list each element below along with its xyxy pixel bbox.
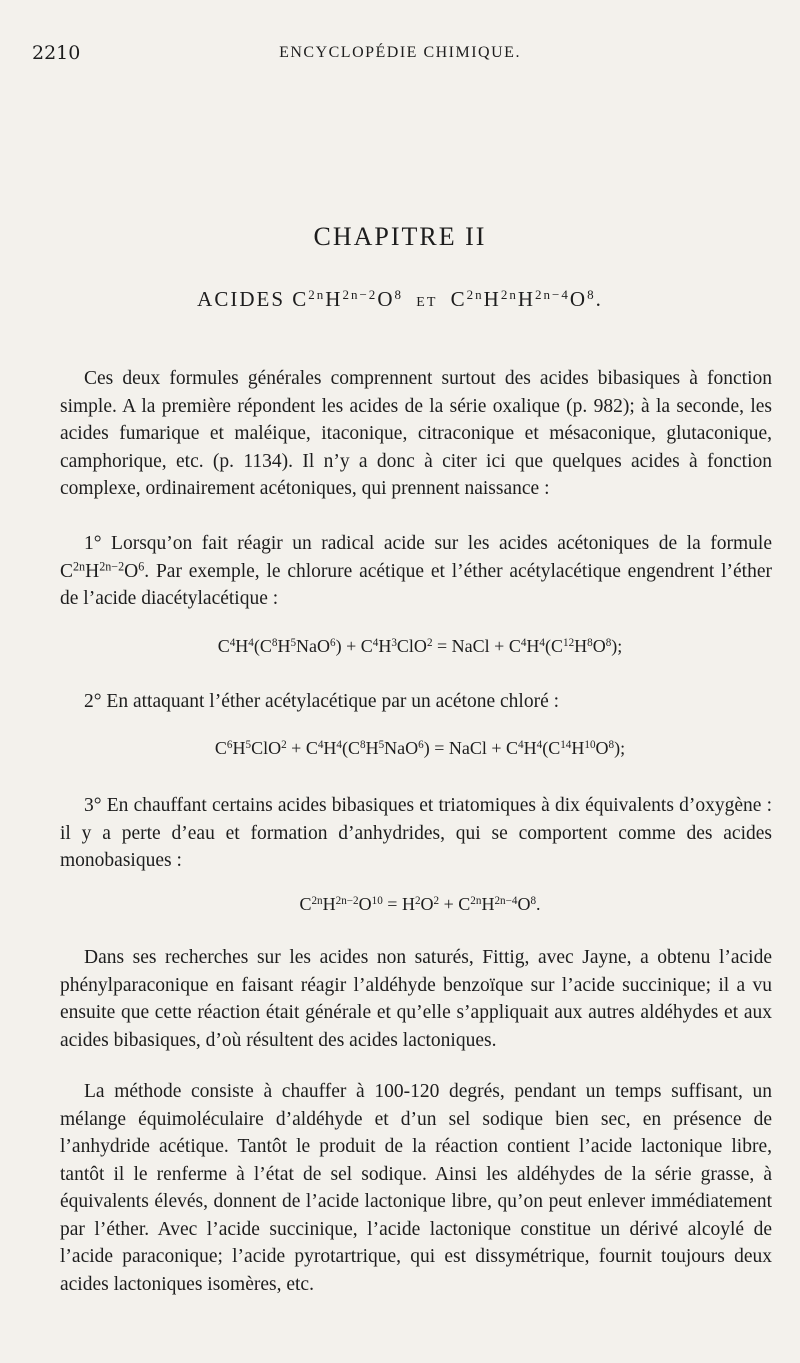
paragraph-3 — [60, 688, 772, 716]
section-title-word: ACIDES — [197, 287, 285, 311]
page-header — [24, 42, 776, 72]
paragraph-6 — [60, 1078, 772, 1298]
paragraph-1-text: Ces deux formules générales comprennent surtout des acides bibasiques à fonction simple. A la première répondent les acides de la série oxalique (p. 982); à la seconde, les acides fumarique et maléique, itaconique, citraconique et mésaconique, glutaconique, camphorique, etc. (p. 1134). Il n’y a donc à citer ici que quelques acides à fonction complexe, ordinairement acétoniques, qui prennent naissance : — [60, 368, 772, 499]
paragraph-4-text: 3° En chauffant certains acides bibasiques et triatomiques à dix équivalents d’oxygène : il y a perte d’eau et formation d’anhydrides, qui se comportent comme des acides monobasiques : — [60, 795, 772, 871]
paragraph-1 — [60, 365, 772, 503]
paragraph-2-text-a: 1° Lorsqu’on fait réagir un radical acide sur les acides acétoniques de la formule — [84, 533, 772, 554]
paragraph-4 — [60, 792, 772, 875]
paragraph-2-text-b: . Par exemple, le chlorure acétique et l’éther acétylacétique engendrent l’éther de l’acide diacétylacétique : — [60, 560, 772, 609]
equation-1: $C^4H^4(C^8H^5NaO^6) + C^4H^3ClO^2$ = NaCl + $C^4H^4(C^{12}H^8O^8)$; — [217, 636, 623, 656]
equation-3: $C^{2n}H^{2n-2}O^{10} = H^2O^2 + C^{2n}H^{2n-4}O^8$. — [299, 894, 541, 914]
paragraph-5-text: Dans ses recherches sur les acides non saturés, Fittig, avec Jayne, a obtenu l’acide phénylparaconique en faisant réagir l’aldéhyde benzoïque sur l’acide succinique; il a vu ensuite que cette réaction était générale et qu’elle s’appliquait aux autres aldéhydes et aux acides bibasiques, d’où résultent des acides lactoniques. — [60, 947, 772, 1051]
paragraph-6-text: La méthode consiste à chauffer à 100-120 degrés, pendant un temps suffisant, un mélange équimoléculaire d’aldéhyde et d’un sel sodique bien sec, en présence de l’anhydride acétique. Tantôt le produit de la réaction contient l’acide lactonique libre, tantôt il le renferme à l’état de sel sodique. Ainsi les aldéhydes de la série grasse, à équivalents élevés, donnent de l’acide lactonique libre, qu’on peut enlever immédiatement par l’éther. Avec l’acide succinique, l’acide lactonique constitue un dérivé alcoylé de l’acide paraconique; l’acide pyrotartrique, qui est dissymétrique, fournit toujours deux acides lactoniques isomères, etc. — [60, 1081, 772, 1295]
paragraph-3-text: 2° En attaquant l’éther acétylacétique par un acétone chloré : — [84, 691, 560, 712]
chapter-title: CHAPITRE II — [313, 222, 487, 251]
paragraph-5 — [60, 944, 772, 1054]
section-title: ACIDES $C^{2n}H^{2n-2}O^8$ ET $C^{2n}H^{2n}H^{2n-4}O^8$. — [197, 286, 603, 311]
section-title-connector: ET — [416, 295, 438, 310]
equation-2: $C^6H^5ClO^2 + C^4H^4(C^8H^5NaO^6)$ = NaCl + $C^4H^4(C^{14}H^{10}O^8)$; — [214, 738, 626, 758]
page-number: 2210 — [32, 42, 81, 64]
paragraph-2: 1° Lorsqu’on fait réagir un radical acide sur les acides acétoniques de la formule $C^{2n}H^{2n-2}O^6$. Par exemple, le chlorure acétique et l’éther acétylacétique engendrent l’éther de l’acide diacétylacétique : — [60, 533, 772, 609]
running-head: ENCYCLOPÉDIE CHIMIQUE. — [279, 44, 521, 61]
